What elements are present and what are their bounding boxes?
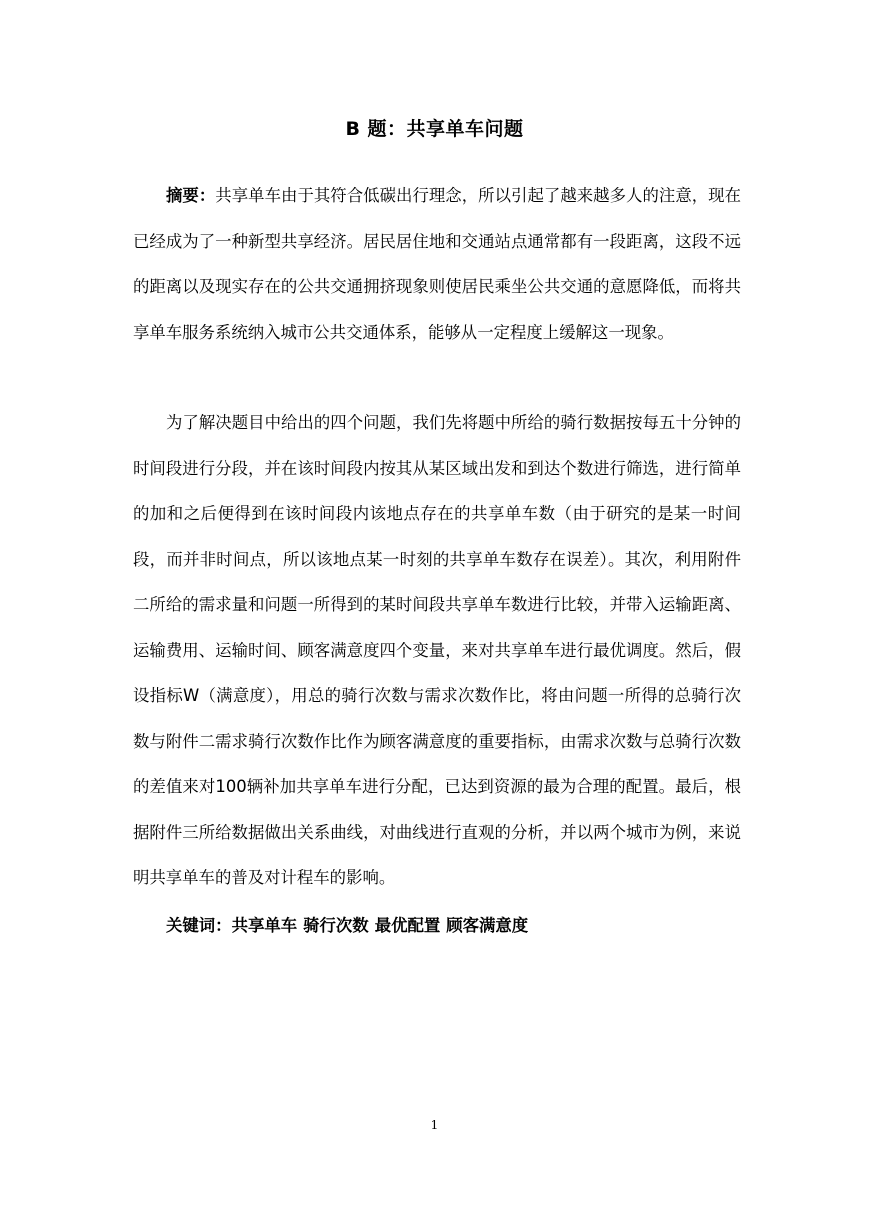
abstract-text: 共享单车由于其符合低碳出行理念，所以引起了越来越多人的注意，现在已经成为了一种新型共享经济。居民居住地和交通站点通常都有一段距离，这段不远的距离以及现实存在的公共交通拥挤现象则使居民乘坐公共交通的意愿降低，而将共享单车服务系统纳入城市公共交通体系，能够从一定程度上缓解这一现象。 — [133, 186, 742, 342]
keywords-line — [166, 903, 534, 949]
keyword-item: 最优配置 — [374, 916, 441, 935]
keyword-item: 共享单车 — [231, 916, 298, 935]
keyword-item: 顾客满意度 — [446, 916, 529, 935]
keyword-item: 骑行次数 — [303, 916, 369, 935]
method-paragraph: 为了解决题目中给出的四个问题，我们先将题中所给的骑行数据按每五十分钟的时间段进行分段，并在该时间段内按其从某区域出发和到达个数进行筛选，进行简单的加和之后便得到在该时间段内该地点存在的共享单车数（由于研究的是某一时间段，而并非时间点，所以该地点某一时刻的共享单车数存在误差）。其次，利用附件二所给的需求量和问题一所得到的某时间段共享单车数进行比较，并带入运输距离、运输费用、运输时间、顾客满意度四个变量，来对共享单车进行最优调度。然后，假设指标W（满意度），用总的骑行次数与需求次数作比，将由问题一所得的总骑行次数与附件二需求骑行次数作比作为顾客满意度的重要指标，由需求次数与总骑行次数的差值来对100辆补加共享单车进行分配，已达到资源的最为合理的配置。最后，根据附件三所给数据做出关系曲线，对曲线进行直观的分析，并以两个城市为例，来说明共享单车的普及对计程车的影响。 — [133, 413, 741, 887]
document-title: B 题：共享单车问题 — [345, 118, 524, 140]
abstract-paragraph — [133, 173, 741, 355]
keywords-label: 关键词： — [166, 916, 232, 935]
abstract-label: 摘要： — [166, 186, 216, 205]
page-number: 1 — [430, 1118, 439, 1132]
